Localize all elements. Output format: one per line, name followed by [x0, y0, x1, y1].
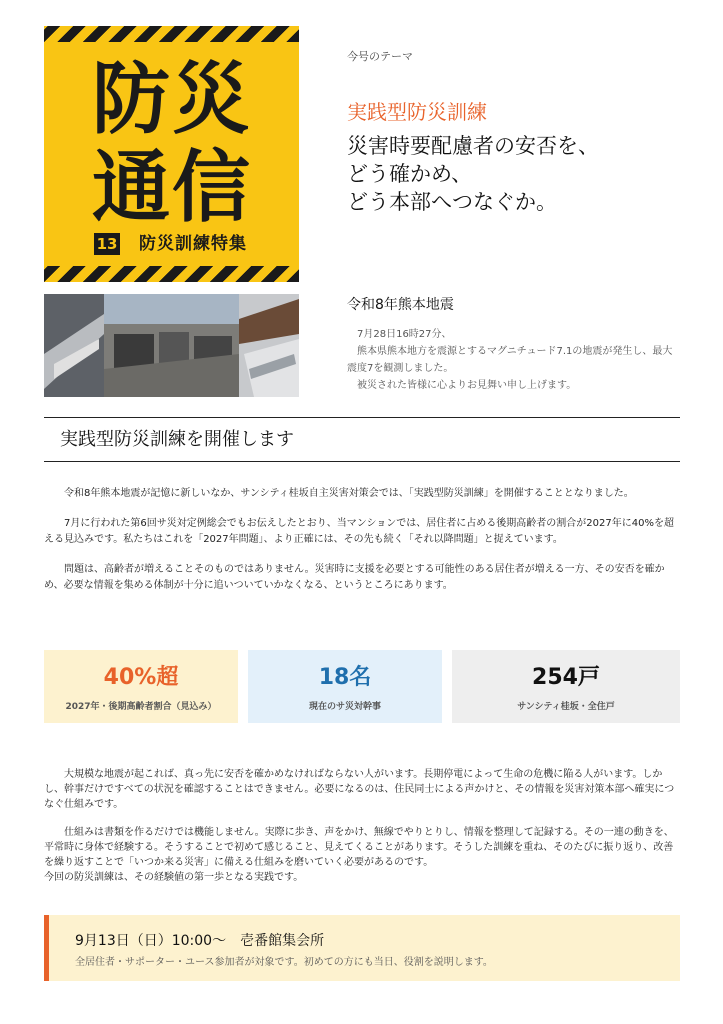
cover-banner [44, 26, 299, 282]
intro-text [44, 486, 680, 608]
headline-line: 災害時要配慮者の安否を、 [347, 134, 599, 158]
section-heading: 実践型防災訓練を開催します [60, 429, 294, 450]
earthquake-damage-illustration [44, 294, 299, 397]
hazard-stripes-bottom [44, 266, 299, 282]
earthquake-title: 令和8年熊本地震 [347, 297, 454, 313]
body-text [44, 767, 680, 898]
stat-value: 18名 [318, 665, 372, 690]
intro-paragraph: 問題は、高齢者が増えることそのものではありません。災害時に支援を必要とする可能性のある居住者が増える一方、その安否を確かめ、必要な情報を集める体制が十分に追いついていかなくなる、というところにあります。 [44, 564, 665, 591]
hazard-stripes-top [44, 26, 299, 42]
body-paragraph-closing: 今回の防災訓練は、その経験値の第一歩となる実践です。 [44, 872, 304, 883]
issue-number-badge: 13 [94, 233, 120, 255]
cover-title-line2: 通信 [92, 143, 253, 233]
stat-caption: サンシティ桂坂・全住戸 [517, 702, 615, 712]
earthquake-line: 熊本県熊本地方を震源とするマグニチュード7.1の地震が発生し、最大震度7を観測しました。 [347, 346, 673, 374]
body-paragraph [44, 825, 680, 885]
headline-line: どう確かめ、 [347, 162, 473, 186]
cover-title [92, 56, 252, 232]
stat-card-elderly-ratio [44, 650, 238, 723]
theme-headline [347, 132, 599, 216]
earthquake-damage-photo [44, 294, 299, 397]
stat-value: 40%超 [103, 665, 179, 690]
earthquake-notice [347, 326, 677, 394]
body-paragraph-main: 仕組みは書類を作るだけでは機能しません。実際に歩き、声をかけ、無線でやりとりし、情報を整理して記録する。その一連の動きを、平常時に身体で経験する。そうすることで初めて感じること、見えてくることがあります。そうした訓練を重ね、そのたびに振り返り、改善を繰り返すことで「いつか来る災害」に備える仕組みを磨いていく必要があるのです。 [44, 827, 674, 868]
stat-card-officers [248, 650, 442, 723]
body-paragraph: 大規模な地震が起これば、真っ先に安否を確かめなければならない人がいます。長期停電によって生命の危機に陥る人がいます。しかし、幹事だけですべての状況を確認することはできません。必要になるのは、住民同士による声かけと、その情報を災害対策本部へ確実につなぐ仕組みです。 [44, 769, 675, 810]
cover-subtitle: 防災訓練特集 [139, 234, 247, 254]
event-info-box [44, 915, 680, 981]
intro-paragraph: 7月に行われた第6回サ災対定例総会でもお伝えしたとおり、当マンションでは、居住者に占める後期高齢者の割合が2027年に40%を超える見込みです。私たちはこれを「2027年問題」、より正確には、その先も続く「それ以降問題」と捉えています。 [44, 518, 674, 545]
earthquake-line: 被災された皆様に心よりお見舞い申し上げます。 [357, 380, 577, 391]
stat-card-households [452, 650, 680, 723]
section-heading-bar [44, 417, 680, 462]
theme-kicker: 実践型防災訓練 [347, 100, 487, 124]
event-audience: 全居住者・サポーター・ユース参加者が対象です。初めての方にも当日、役割を説明します。 [75, 957, 493, 968]
earthquake-line: 7月28日16時27分、 [357, 329, 452, 340]
stat-caption: 現在のサ災対幹事 [308, 702, 381, 712]
headline-line: どう本部へつなぐか。 [347, 190, 557, 214]
cover-title-line1: 防災 [92, 55, 253, 145]
event-date-venue: 9月13日（日）10:00〜 壱番館集会所 [75, 933, 325, 949]
stat-value: 254戸 [532, 665, 600, 690]
theme-label: 今号のテーマ [347, 50, 413, 63]
stat-caption: 2027年・後期高齢者割合（見込み） [65, 702, 217, 712]
intro-paragraph: 令和8年熊本地震が記憶に新しいなか、サンシティ桂坂自主災害対策会では、「実践型防災訓練」を開催することとなりました。 [64, 488, 634, 499]
